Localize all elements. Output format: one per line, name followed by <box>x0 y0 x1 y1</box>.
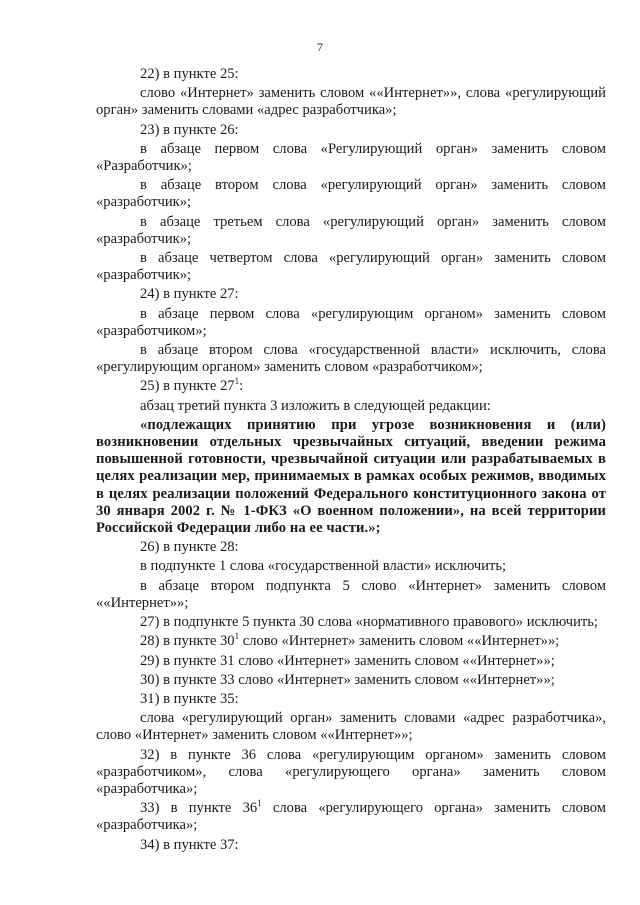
item-33-text <box>96 800 606 834</box>
item-27-text: 27) в подпункте 5 пункта 30 слова «нормативного правового» исключить; <box>140 614 598 631</box>
item-25-paragraph-1: абзац третий пункта 3 изложить в следующей редакции: <box>140 397 491 414</box>
item-31-text: слова «регулирующий орган» заменить словами «адрес разработчика», слово «Интернет» заменить словом ««Интернет»»; <box>96 710 606 744</box>
item-23-paragraph-4: в абзаце четвертом слова «регулирующий орган» заменить словом «разработчик»; <box>96 250 606 284</box>
item-22-heading: 22) в пункте 25: <box>140 66 239 82</box>
item-23-paragraph-3: в абзаце третьем слова «регулирующий орган» заменить словом «разработчик»; <box>96 213 606 247</box>
item-25-heading-colon: : <box>239 378 244 395</box>
item-25-quoted-text: «подлежащих принятию при угрозе возникновения и (или) возникновении отдельных чрезвычайных ситуаций, введении режима повышенной готовности, чрезвычайной ситуации или разрабатываемых в целях реализации мер, принимаемых в рамках особых режимов, вводимых в целях реализации положений Федерального конституционного закона от 30 января 2002 г. № 1-ФКЗ «О военном положении», на всей территории Российской Федерации либо на ее части.»; <box>96 416 606 537</box>
item-25-heading <box>96 378 606 395</box>
item-33-text-start: 33) в пункте 36 <box>140 800 258 817</box>
item-32-text: 32) в пункте 36 слова «регулирующим органом» заменить словом «разработчиком», слова «регулирующего органа» заменить словом «разработчика»; <box>96 746 606 797</box>
item-26-paragraph-2: в абзаце втором подпункта 5 слово «Интернет» заменить словом ««Интернет»»; <box>96 577 606 611</box>
item-25-superscript: 1 <box>234 376 240 387</box>
document-body <box>96 66 606 856</box>
item-26-heading: 26) в пункте 28: <box>140 539 239 556</box>
item-22-text: слово «Интернет» заменить словом ««Интернет»», слова «регулирующий орган» заменить словами «адрес разработчика»; <box>96 85 606 119</box>
item-33-superscript: 1 <box>257 798 262 809</box>
item-33-text-end: слова «регулирующего органа» заменить словом «разработчика»; <box>96 800 606 834</box>
item-24-heading: 24) в пункте 27: <box>140 286 239 303</box>
item-28-superscript: 1 <box>234 631 240 642</box>
item-34-heading: 34) в пункте 37: <box>140 836 239 853</box>
item-30-text: 30) в пункте 33 слово «Интернет» заменить словом ««Интернет»»; <box>140 671 555 688</box>
item-24-paragraph-1: в абзаце первом слова «регулирующим органом» заменить словом «разработчиком»; <box>96 305 606 339</box>
page-number: 7 <box>317 40 323 54</box>
item-23-heading: 23) в пункте 26: <box>140 121 239 138</box>
item-28-text <box>96 633 606 650</box>
item-31-heading: 31) в пункте 35: <box>140 690 239 707</box>
item-23-paragraph-2: в абзаце втором слова «регулирующий орган» заменить словом «разработчик»; <box>96 177 606 211</box>
item-23-paragraph-1: в абзаце первом слова «Регулирующий орган» заменить словом «Разработчик»; <box>96 140 606 175</box>
item-24-paragraph-2: в абзаце втором слова «государственной власти» исключить, слова «регулирующим органом» заменить словом «разработчиком»; <box>96 342 606 376</box>
item-26-paragraph-1: в подпункте 1 слова «государственной власти» исключить; <box>140 558 507 575</box>
item-25-heading-text: 25) в пункте 27 <box>140 378 235 395</box>
item-28-text-end: слово «Интернет» заменить словом ««Интернет»»; <box>239 633 560 650</box>
item-28-text-start: 28) в пункте 30 <box>140 633 235 650</box>
item-29-text: 29) в пункте 31 слово «Интернет» заменить словом ««Интернет»»; <box>140 652 555 669</box>
